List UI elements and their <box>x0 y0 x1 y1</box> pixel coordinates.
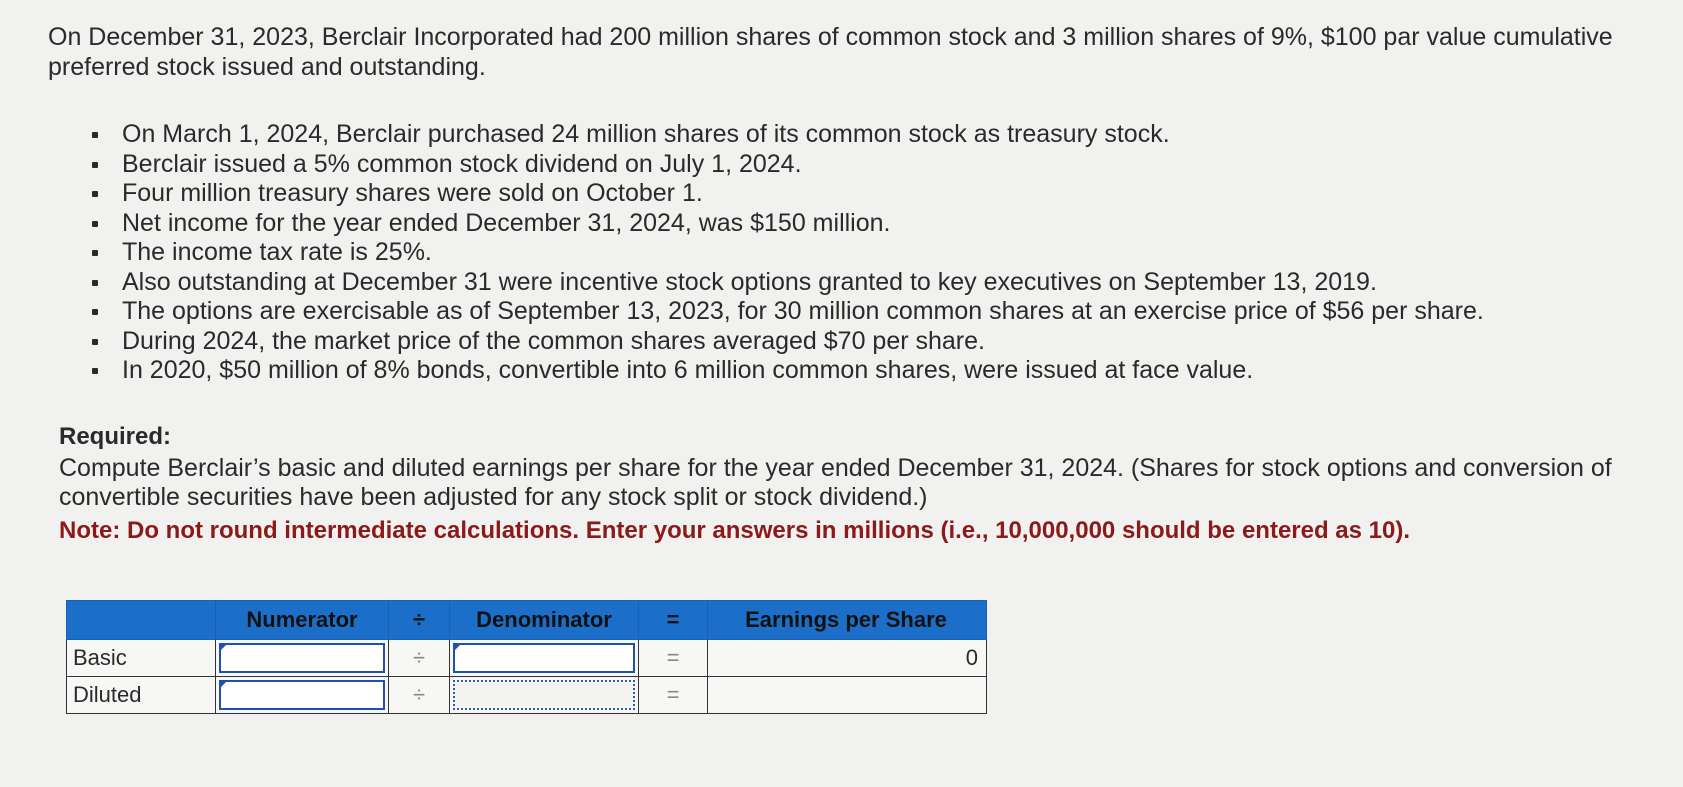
bullet-icon <box>92 221 98 227</box>
basic-denominator-cell <box>450 640 639 677</box>
required-text: Compute Berclair’s basic and diluted earnings per share for the year ended December 31, 2024. (Shares for stock options and conversion of convertible securities have been adjusted for any stock split or stock dividend.) <box>59 454 1612 511</box>
list-item <box>92 120 1484 150</box>
equals-symbol: = <box>639 677 708 714</box>
fact-text: Also outstanding at December 31 were incentive stock options granted to key executives on September 13, 2019. <box>122 267 1377 296</box>
table-row <box>67 677 987 714</box>
bullet-icon <box>92 368 98 374</box>
header-eps: Earnings per Share <box>708 601 987 640</box>
bullet-icon <box>92 280 98 286</box>
bullet-icon <box>92 162 98 168</box>
required-label: Required: <box>59 423 172 450</box>
header-numerator: Numerator <box>216 601 389 640</box>
fact-text: Net income for the year ended December 31, 2024, was $150 million. <box>122 208 891 237</box>
list-item <box>92 209 1484 239</box>
bullet-icon <box>92 339 98 345</box>
bullet-icon <box>92 132 98 138</box>
fact-text: Four million treasury shares were sold on October 1. <box>122 179 703 207</box>
fact-text: Berclair issued a 5% common stock dividend on July 1, 2024. <box>122 149 802 178</box>
divide-symbol: ÷ <box>389 640 450 677</box>
header-equals: = <box>639 601 708 640</box>
instruction-note: Note: Do not round intermediate calculations. Enter your answers in millions (i.e., 10,000,000 should be entered as 10). <box>59 517 1411 544</box>
header-blank <box>67 601 216 640</box>
bullet-icon <box>92 250 98 256</box>
header-divide: ÷ <box>389 601 450 640</box>
basic-numerator-cell <box>216 640 389 677</box>
header-denominator: Denominator <box>450 601 639 640</box>
table-row <box>67 640 987 677</box>
list-item <box>92 150 1484 180</box>
diluted-numerator-cell <box>216 677 389 714</box>
list-item <box>92 297 1484 327</box>
diluted-denominator-cell <box>450 677 639 714</box>
divide-symbol: ÷ <box>389 677 450 714</box>
table-header-row <box>67 601 987 640</box>
row-label-diluted: Diluted <box>67 677 216 714</box>
diluted-numerator-input[interactable] <box>219 680 385 710</box>
basic-eps-value: 0 <box>708 640 987 677</box>
basic-numerator-input[interactable] <box>219 643 385 673</box>
list-item <box>92 268 1484 298</box>
input-flag-icon <box>453 643 462 652</box>
list-item <box>92 179 1484 209</box>
fact-text: The income tax rate is 25%. <box>122 238 432 266</box>
problem-intro: On December 31, 2023, Berclair Incorporated had 200 million shares of common stock and 3 million shares of 9%, $100 par value cumulative preferred stock issued and outstanding. <box>48 23 1613 81</box>
fact-text: The options are exercisable as of September 13, 2023, for 30 million common shares at an exercise price of $56 per share. <box>122 297 1484 325</box>
bullet-icon <box>92 309 98 315</box>
facts-list <box>92 120 1484 386</box>
diluted-denominator-input[interactable] <box>453 680 635 710</box>
bullet-icon <box>92 191 98 197</box>
fact-text: In 2020, $50 million of 8% bonds, convertible into 6 million common shares, were issued at face value. <box>122 356 1254 384</box>
list-item <box>92 327 1484 357</box>
list-item <box>92 356 1484 386</box>
input-flag-icon <box>219 643 228 652</box>
input-flag-icon <box>219 680 228 689</box>
fact-text: During 2024, the market price of the common shares averaged $70 per share. <box>122 326 985 355</box>
diluted-eps-value <box>708 677 987 714</box>
list-item <box>92 238 1484 268</box>
basic-denominator-input[interactable] <box>453 643 635 673</box>
eps-table <box>66 600 987 714</box>
fact-text: On March 1, 2024, Berclair purchased 24 million shares of its common stock as treasury stock. <box>122 120 1170 148</box>
row-label-basic: Basic <box>67 640 216 677</box>
equals-symbol: = <box>639 640 708 677</box>
